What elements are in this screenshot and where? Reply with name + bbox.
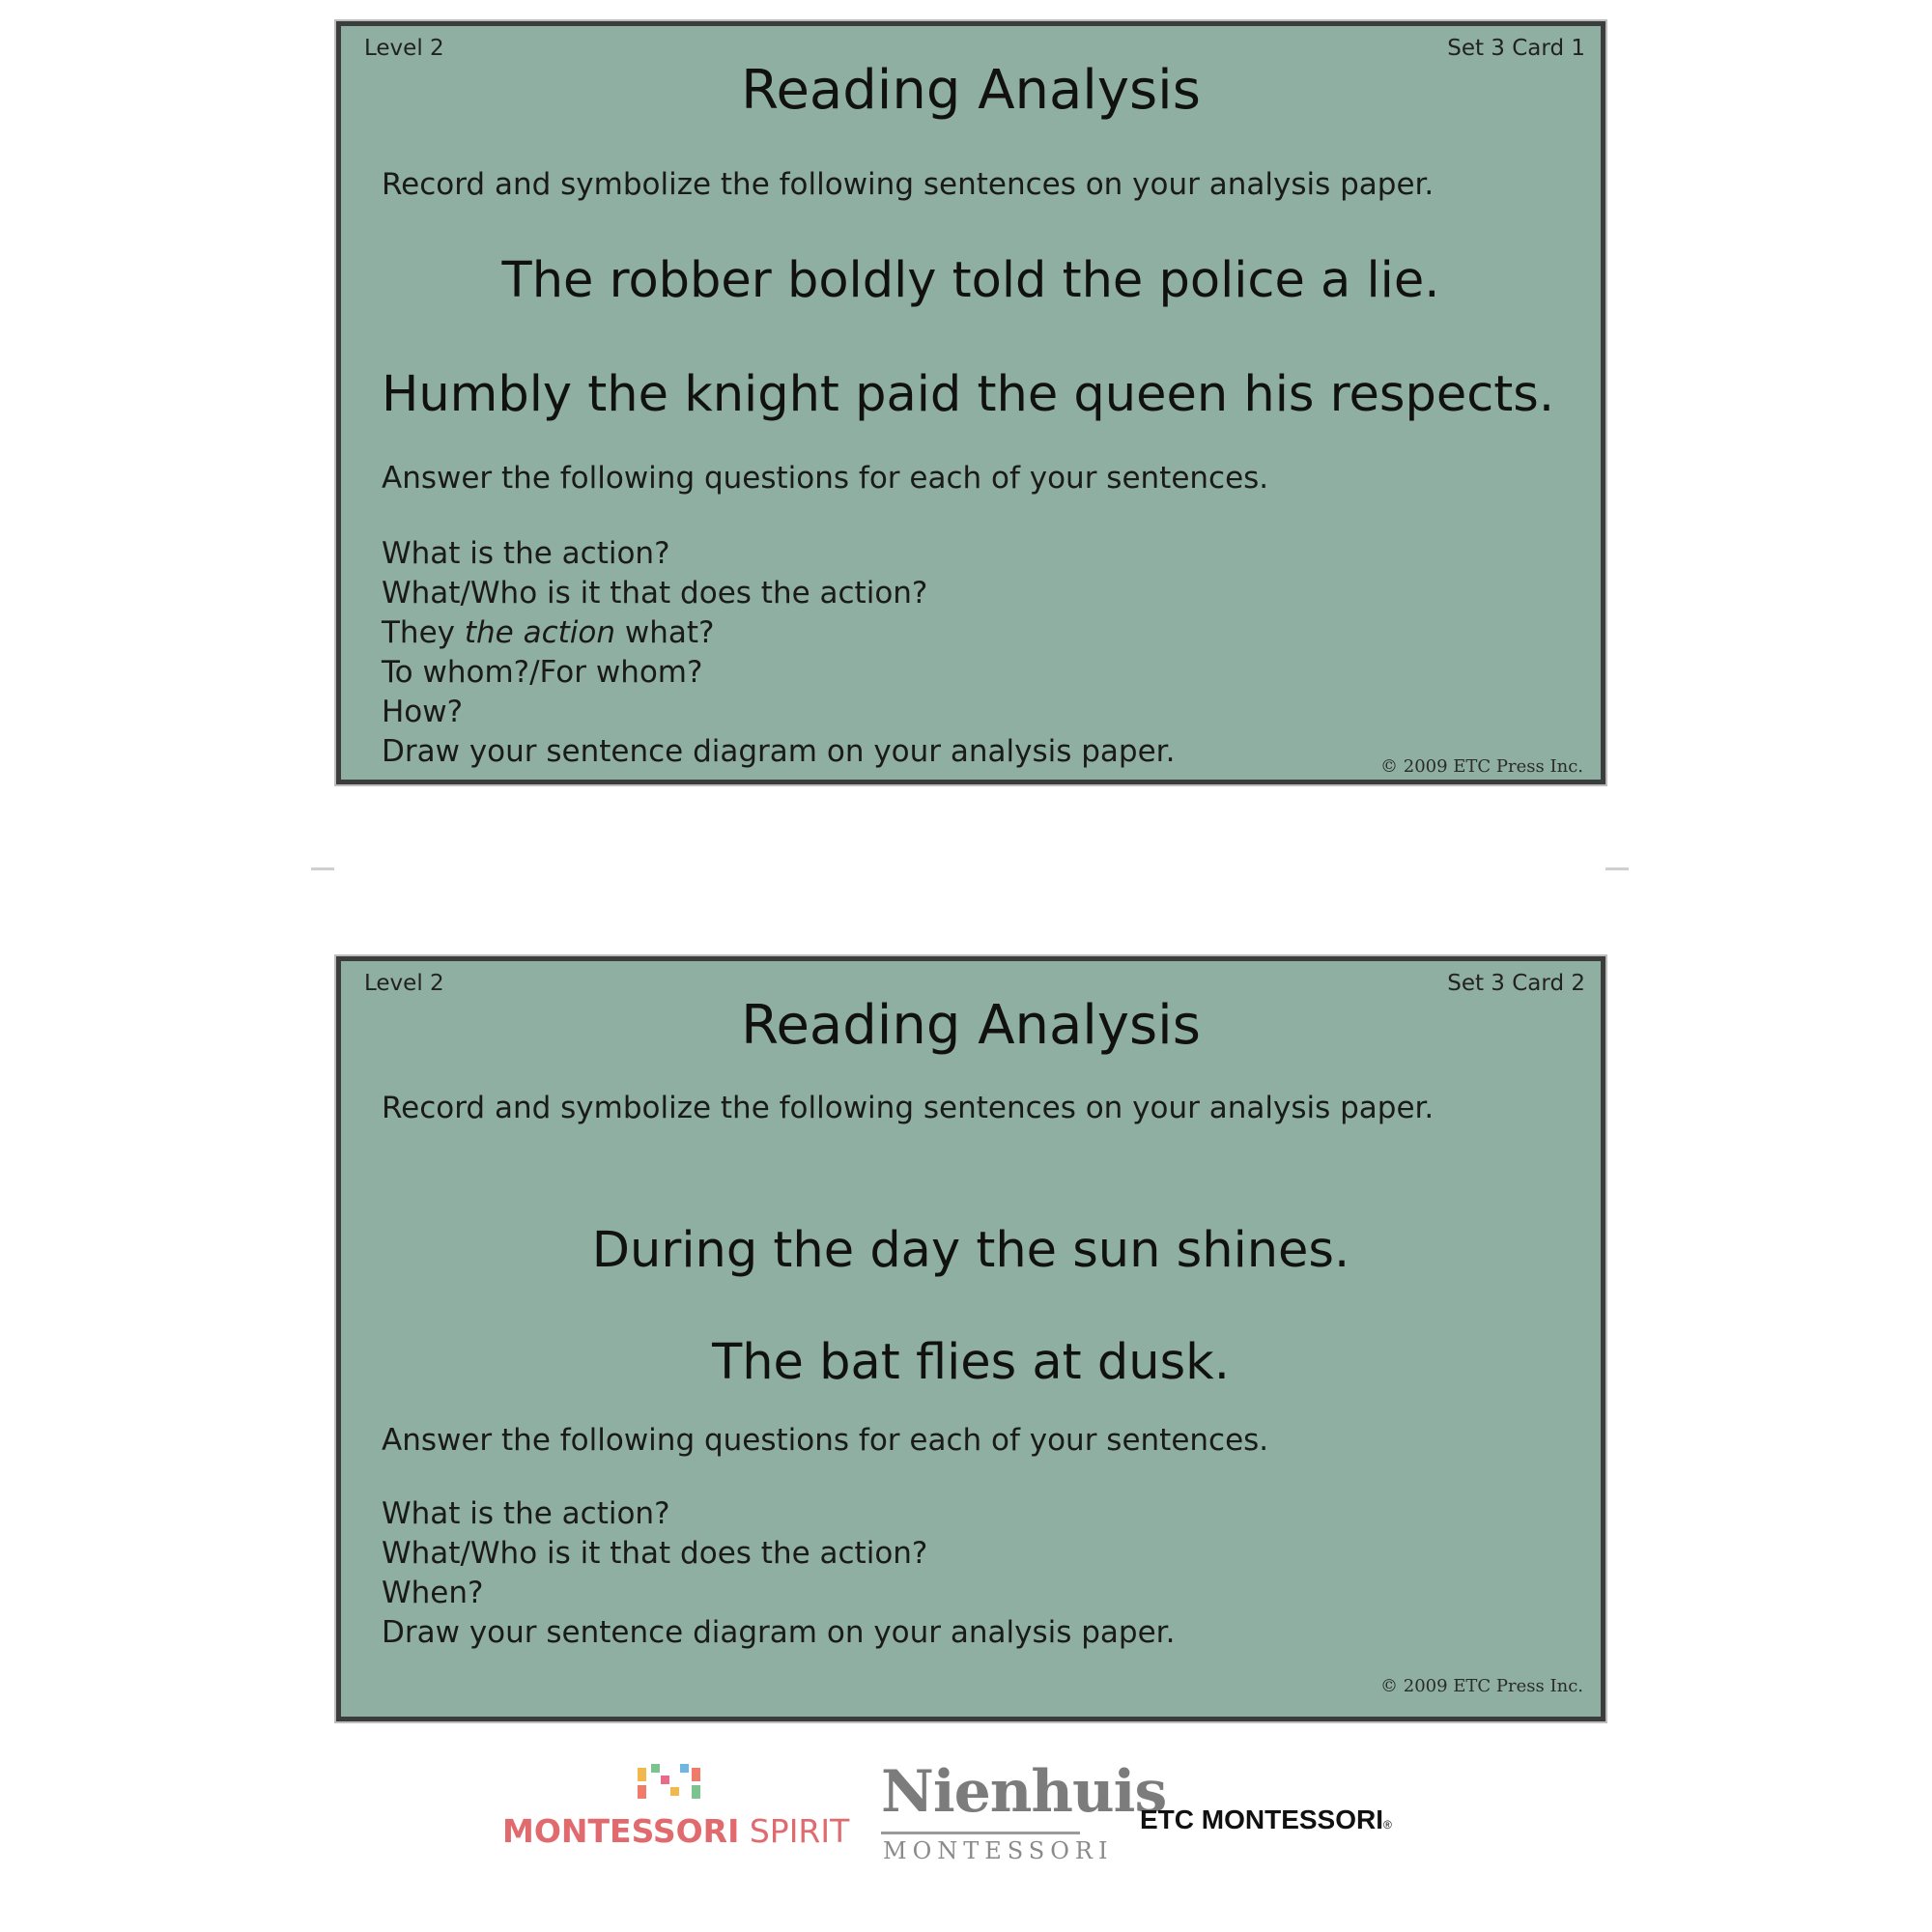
question-item: How?	[382, 695, 464, 729]
nienhuis-wordmark: Nienhuis	[881, 1758, 1167, 1826]
nienhuis-subtitle: MONTESSORI	[883, 1837, 1114, 1864]
brand-logos	[0, 1758, 1932, 1874]
card-instruction: Record and symbolize the following sentences on your analysis paper.	[382, 1091, 1435, 1125]
card-set-number: Set 3 Card 2	[1447, 971, 1585, 996]
nienhuis-logo	[881, 1758, 1167, 1874]
question-item: When?	[382, 1576, 484, 1610]
question-item: To whom?/For whom?	[382, 655, 703, 690]
question-item: Draw your sentence diagram on your analysis paper.	[382, 1615, 1176, 1650]
card-title: Reading Analysis	[741, 994, 1201, 1057]
question-item: What/Who is it that does the action?	[382, 576, 928, 611]
question-item	[382, 613, 1175, 653]
sentence-2: Humbly the knight paid the queen his respects.	[382, 366, 1555, 423]
question-item: What is the action?	[382, 536, 670, 571]
etc-montessori-logo: ETC MONTESSORI®	[1140, 1804, 1392, 1834]
copyright-notice: © 2009 ETC Press Inc.	[1380, 756, 1583, 777]
card-level: Level 2	[364, 36, 444, 61]
answer-prompt: Answer the following questions for each of your sentences.	[382, 461, 1269, 496]
nienhuis-divider	[881, 1832, 1080, 1834]
question-item: Draw your sentence diagram on your analysis paper.	[382, 734, 1176, 769]
cut-mark	[311, 867, 334, 870]
montessori-spirit-wordmark: MONTESSORI SPIRIT	[502, 1812, 850, 1850]
question-list	[382, 1494, 1175, 1653]
card-set-number: Set 3 Card 1	[1447, 36, 1585, 61]
montessori-spirit-mark-icon	[638, 1762, 701, 1803]
question-text: They	[382, 615, 465, 650]
montessori-spirit-logo	[502, 1758, 850, 1874]
copyright-notice: © 2009 ETC Press Inc.	[1380, 1676, 1583, 1696]
question-item: What/Who is it that does the action?	[382, 1536, 928, 1571]
sentence-2: The bat flies at dusk.	[712, 1334, 1230, 1391]
card-title: Reading Analysis	[741, 59, 1201, 122]
task-card-2	[336, 956, 1605, 1721]
task-card-1	[336, 21, 1605, 784]
card-instruction: Record and symbolize the following sentences on your analysis paper.	[382, 167, 1435, 202]
sentence-1: During the day the sun shines.	[591, 1222, 1350, 1279]
question-item: What is the action?	[382, 1496, 670, 1531]
question-list	[382, 534, 1175, 772]
card-level: Level 2	[364, 971, 444, 996]
sentence-1: The robber boldly told the police a lie.	[501, 252, 1440, 309]
cut-mark	[1605, 867, 1629, 870]
question-text: what?	[615, 615, 715, 650]
answer-prompt: Answer the following questions for each of your sentences.	[382, 1423, 1269, 1458]
question-emphasis: the action	[464, 615, 616, 650]
